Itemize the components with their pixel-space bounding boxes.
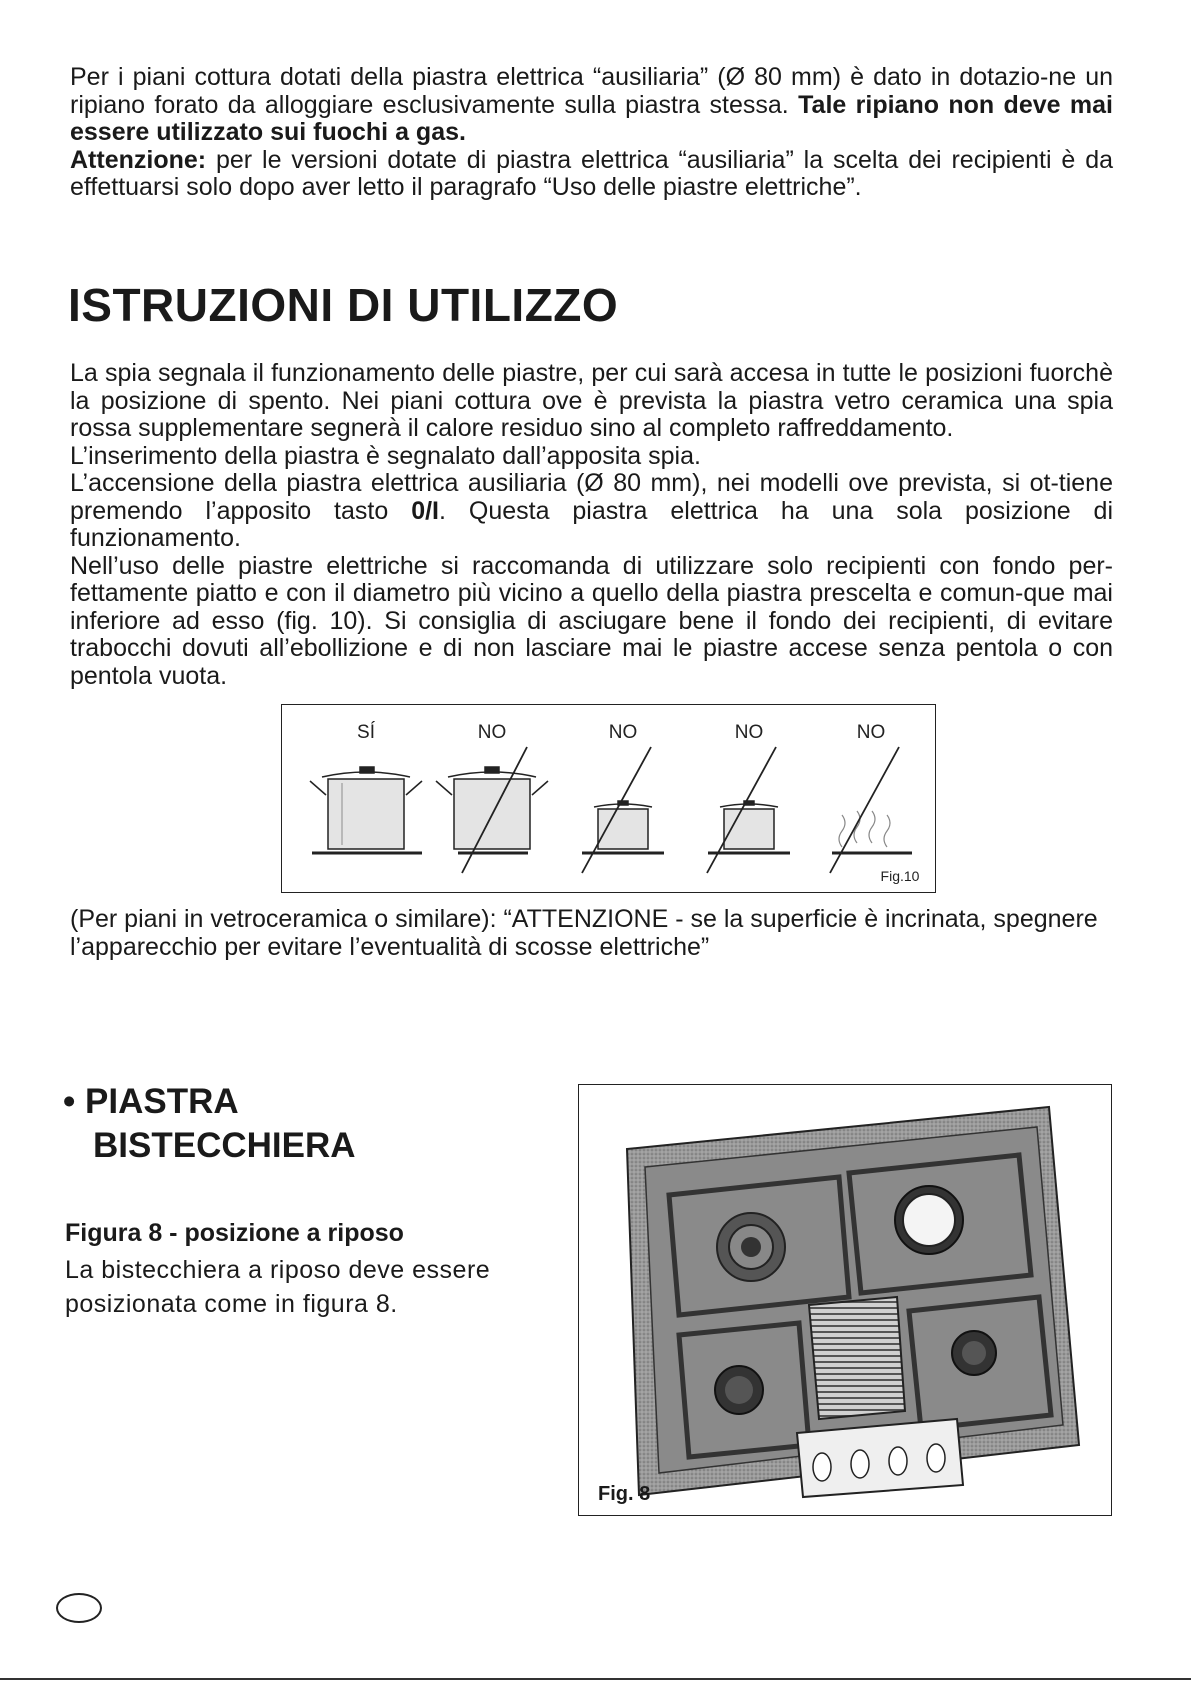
intro-paragraph (70, 64, 1113, 202)
pan-diagram (282, 705, 934, 891)
glass-ceramic-warning: (Per piani in vetroceramica o similare): “ATTENZIONE - se la superficie è incrinata, spegnere l’apparecchio per evitare l’eventualità di scosse elettriche” (70, 905, 1098, 961)
instructions-body (70, 360, 1113, 690)
attention-label: Attenzione: (70, 145, 207, 174)
subsection-title-line2: BISTECCHIERA (93, 1126, 356, 1165)
fig10-label-1: SÍ (357, 722, 375, 743)
subsection-title-line1: PIASTRA (85, 1082, 239, 1121)
burner-top-right (895, 1186, 963, 1254)
onoff-key-label: 0/I (411, 496, 439, 525)
fig10-caption: Fig.10 (880, 868, 920, 884)
fig8-caption: Fig. 8 (598, 1483, 651, 1505)
fig10-label-4: NO (734, 722, 764, 743)
attention-text: per le versioni dotate di piastra elettrica “ausiliaria” la scelta dei recipienti è da effettuarsi solo dopo aver letto il paragrafo “Uso delle piastre elettriche”. (70, 145, 1113, 201)
paragraph-pan-usage: Nell’uso delle piastre elettriche si raccomanda di utilizzare solo recipienti con fondo per-fettamente piatto e con il diametro più vicino a quello della piastra prescelta e comun-que mai inferiore ad esso (fig. 10). Si consiglia di asciugare bene il fondo dei recipienti, di evitare trabocchi dovuti all’ebollizione e di non lasciare mai le piastre accese senza pentola o con pentola vuota. (70, 551, 1113, 690)
fig10-label-5: NO (856, 722, 886, 743)
subsection-title (63, 1080, 356, 1168)
intro-text: Per i piani cottura dotati della piastra elettrica “ausiliaria” (Ø 80 mm) è dato in dotazio-ne un ripiano forato da alloggiare esclusivamente sulla piastra stessa. (70, 63, 1113, 119)
fig10-label-2: NO (477, 722, 507, 743)
burner-top-left (717, 1213, 785, 1281)
paragraph-auxiliary-plate (70, 470, 1113, 553)
pot-undersized-1 (582, 747, 664, 873)
section-title: ISTRUZIONI DI UTILIZZO (68, 279, 619, 331)
pot-correct (310, 767, 422, 853)
bottom-rule (0, 1678, 1191, 1680)
paragraph-plate-insertion: L’inserimento della piastra è segnalato dall’apposita spia. (70, 441, 701, 470)
fig10-label-3: NO (608, 722, 638, 743)
burner-bottom-right (952, 1331, 996, 1375)
bullet: • (63, 1082, 76, 1121)
figure-8-title: Figura 8 - posizione a riposo (65, 1219, 404, 1247)
figure-8-text: La bistecchiera a riposo deve essere posizionata come in figura 8. (65, 1256, 491, 1318)
burner-bottom-left (715, 1366, 763, 1414)
intro-warning-bold: Tale ripiano non deve mai essere utilizzato sui fuochi a gas. (70, 90, 1113, 146)
aux-text-b: . Questa piastra elettrica ha una sola posizione di funzionamento. (70, 496, 1114, 552)
figure-10 (281, 704, 936, 893)
figure-8 (578, 1084, 1112, 1516)
cooktop-illustration (579, 1085, 1110, 1514)
pot-oversized (436, 747, 548, 873)
page-number-oval (56, 1593, 102, 1623)
aux-text-a: L’accensione della piastra elettrica ausiliaria (Ø 80 mm), nei modelli ove prevista, si ot-tiene premendo l’apposito tasto (70, 469, 1113, 525)
empty-plate-heat (830, 747, 912, 873)
paragraph-indicator-light: La spia segnala il funzionamento delle piastre, per cui sarà accesa in tutte le posizioni fuorchè la posizione di spento. Nei piani cottura ove è prevista la piastra vetro ceramica una spia rossa supplementare segnerà il calore residuo sino al completo raffreddamento. (70, 359, 1113, 442)
grill-plate (809, 1297, 905, 1419)
pot-undersized-2 (707, 747, 790, 873)
